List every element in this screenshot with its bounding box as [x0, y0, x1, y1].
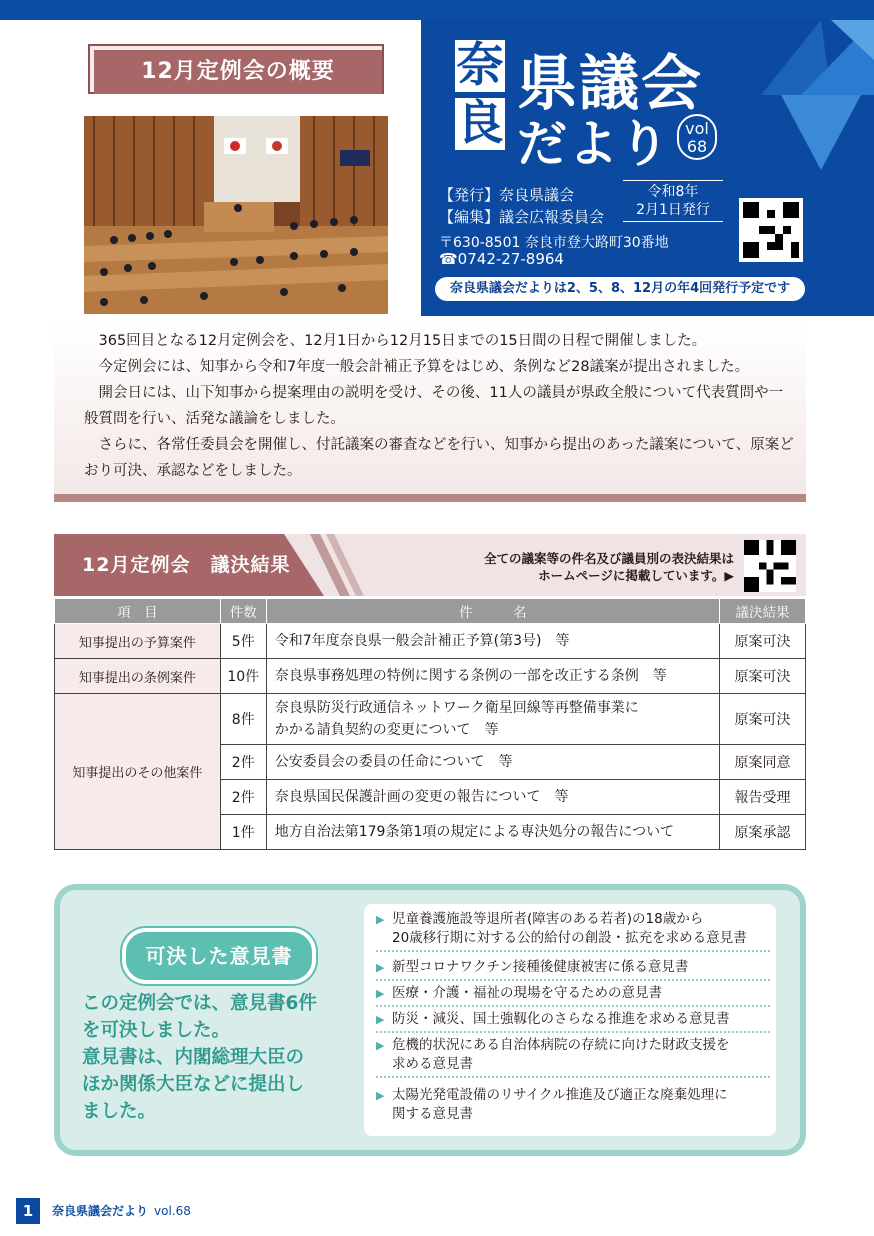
intro-paragraph: 今定例会には、知事から令和7年度一般会計補正予算をはじめ、条例など28議案が提出されました。	[98, 359, 750, 375]
vol-badge: vol 68	[677, 114, 717, 160]
masthead-nara: 奈 良	[456, 38, 504, 151]
masthead-title-line2: だより	[517, 115, 670, 170]
publish-date: 令和8年 2月1日発行	[623, 180, 723, 222]
section-title: 12月定例会の概要	[94, 50, 382, 94]
results-table	[54, 598, 806, 850]
list-item: ▶ 新型コロナワクチン接種後健康被害に係る意見書	[376, 958, 770, 981]
result-cell: 原案可決	[720, 659, 806, 694]
address: 〒630-8501 奈良市登大路町30番地	[439, 235, 669, 251]
name-cell: 奈良県国民保護計画の変更の報告について 等	[266, 780, 719, 815]
publisher: 【発行】奈良県議会	[439, 186, 575, 204]
stripe-decoration-icon	[310, 534, 370, 596]
footer-title: 奈良県議会だより vol.68	[52, 1204, 191, 1218]
name-cell: 公安委員会の委員の任命について 等	[266, 745, 719, 780]
category-cell: 知事提出の条例案件	[55, 659, 221, 694]
result-cell: 原案可決	[720, 694, 806, 745]
schedule-note: 奈良県議会だよりは2、5、8、12月の年4回発行予定です	[435, 277, 805, 301]
name-cell: 令和7年度奈良県一般会計補正予算(第3号) 等	[266, 624, 719, 659]
result-cell: 原案同意	[720, 745, 806, 780]
count-cell: 2件	[220, 745, 266, 780]
intro-paragraph: 365回目となる12月定例会を、12月1日から12月15日までの15日間の日程で開催しました。	[98, 333, 707, 349]
telephone: ☎0742-27-8964	[439, 250, 564, 268]
intro-text	[54, 320, 806, 502]
table-row	[55, 624, 806, 659]
list-item: ▶ 医療・介護・福祉の現場を守るための意見書	[376, 984, 770, 1007]
result-cell: 原案可決	[720, 624, 806, 659]
column-header: 件数	[220, 599, 266, 624]
name-cell: 奈良県事務処理の特例に関する条例の一部を改正する条例 等	[266, 659, 719, 694]
intro-paragraph: 開会日には、山下知事から提案理由の説明を受け、その後、11人の議員が県政全般について代表質問や一般質問を行い、活発な議論をしました。	[84, 385, 784, 427]
list-item: ▶ 防災・減災、国土強靱化のさらなる推進を求める意見書	[376, 1010, 770, 1033]
table-row	[55, 659, 806, 694]
category-cell: 知事提出の予算案件	[55, 624, 221, 659]
opinions-box	[54, 884, 806, 1156]
qr-code-icon[interactable]	[744, 540, 796, 592]
category-cell: 知事提出のその他案件	[55, 694, 221, 850]
results-title: 12月定例会 議決結果	[82, 554, 291, 576]
opinions-badge: 可決した意見書	[122, 928, 316, 984]
name-cell: 奈良県防災行政通信ネットワーク衛星回線等再整備事業に かかる請負契約の変更について 等	[266, 694, 719, 745]
editor: 【編集】議会広報委員会	[439, 208, 605, 226]
column-header: 議決結果	[720, 599, 806, 624]
table-row	[55, 694, 806, 745]
opinions-description: この定例会では、意見書6件 を可決しました。 意見書は、内閣総理大臣の ほか関係大臣などに提出し ました。	[82, 993, 317, 1122]
section-title-box	[88, 44, 384, 96]
list-item: ▶ 太陽光発電設備のリサイクル推進及び適正な廃棄処理に 関する意見書	[376, 1086, 770, 1126]
count-cell: 10件	[220, 659, 266, 694]
table-header-row	[55, 599, 806, 624]
results-note: 全ての議案等の件名及び議員別の表決結果は ホームページに掲載しています。▶	[483, 551, 734, 583]
triangle-decoration-icon	[761, 20, 874, 170]
masthead	[421, 20, 874, 170]
count-cell: 8件	[220, 694, 266, 745]
column-header: 件 名	[266, 599, 719, 624]
list-item: ▶ 児童養護施設等退所者(障害のある若者)の18歳から 20歳移行期に対する公的給付の創設・拡充を求める意見書	[376, 910, 770, 952]
count-cell: 2件	[220, 780, 266, 815]
top-bar	[0, 0, 874, 20]
opinions-list	[364, 904, 776, 1136]
result-cell: 報告受理	[720, 780, 806, 815]
intro-paragraph: さらに、各常任委員会を開催し、付託議案の審査などを行い、知事から提出のあった議案について、原案どおり可決、承認などをしました。	[84, 437, 794, 479]
column-header: 項 目	[55, 599, 221, 624]
count-cell: 5件	[220, 624, 266, 659]
page-number: 1	[16, 1198, 40, 1224]
result-cell: 原案承認	[720, 815, 806, 850]
name-cell: 地方自治法第179条第1項の規定による専決処分の報告について	[266, 815, 719, 850]
qr-code-icon[interactable]	[739, 198, 803, 262]
count-cell: 1件	[220, 815, 266, 850]
masthead-title-line1: 県議会	[517, 49, 703, 119]
publication-info	[421, 170, 874, 316]
list-item: ▶ 危機的状況にある自治体病院の存続に向けた財政支援を 求める意見書	[376, 1036, 770, 1078]
results-header	[54, 534, 806, 596]
intro-divider	[54, 494, 806, 502]
assembly-hall-photo	[84, 116, 388, 314]
